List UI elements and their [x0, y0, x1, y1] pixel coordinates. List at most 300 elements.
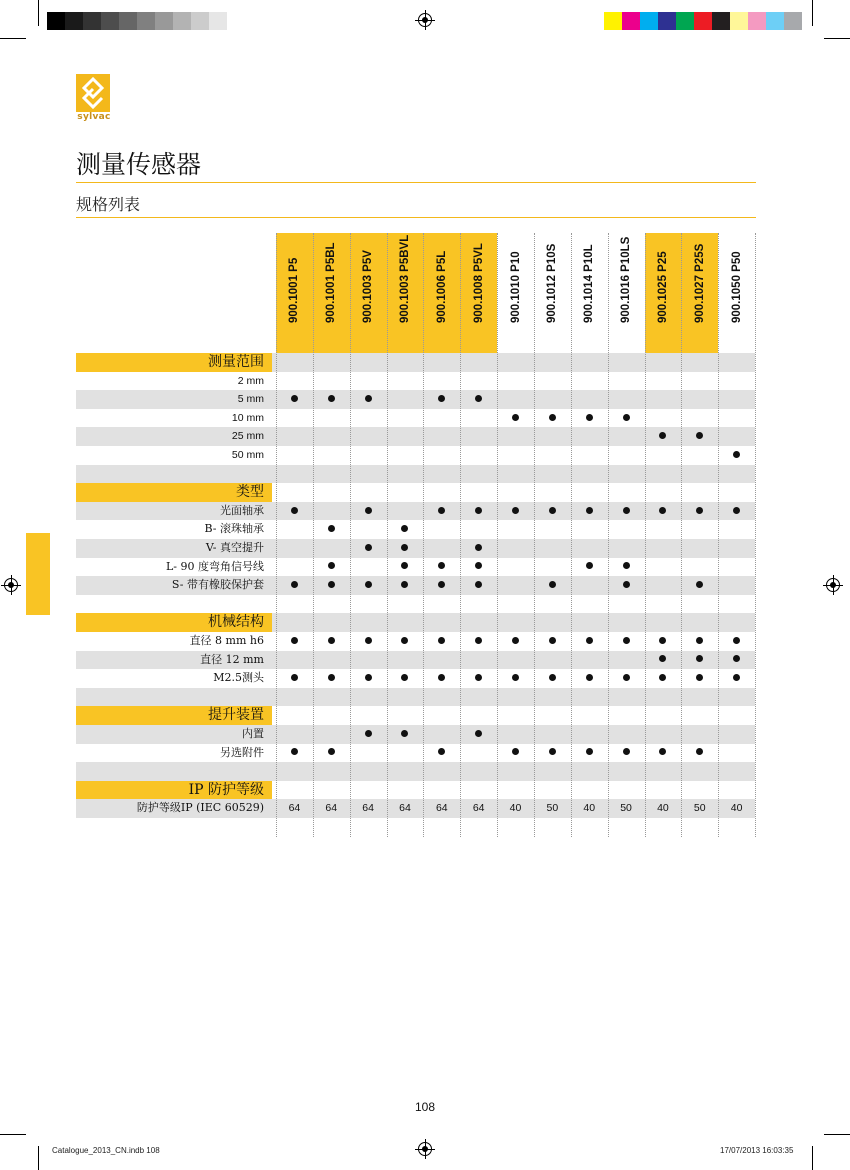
table-cell	[460, 558, 497, 577]
table-cell	[497, 669, 534, 688]
table-cell	[313, 651, 350, 670]
color-swatch	[65, 12, 83, 30]
table-row	[76, 744, 755, 763]
table-cell	[313, 372, 350, 391]
column-header	[350, 233, 387, 353]
table-cell	[645, 446, 682, 465]
table-cell	[645, 372, 682, 391]
table-cell	[387, 427, 424, 446]
table-cell	[608, 669, 645, 688]
subtitle-rule	[76, 217, 756, 218]
bullet-dot-icon	[291, 637, 298, 644]
bullet-dot-icon	[365, 730, 372, 737]
section-label: 类型	[76, 483, 272, 502]
table-cell: 64	[472, 802, 485, 815]
color-swatch	[766, 12, 784, 30]
color-swatch	[191, 12, 209, 30]
table-cell	[645, 632, 682, 651]
bullet-dot-icon	[328, 637, 335, 644]
bullet-dot-icon	[696, 748, 703, 755]
bullet-dot-icon	[401, 544, 408, 551]
column-header	[608, 233, 645, 353]
table-cell	[534, 651, 571, 670]
bullet-dot-icon	[549, 414, 556, 421]
table-cell	[350, 576, 387, 595]
table-row	[76, 669, 755, 688]
table-cell: 50	[693, 802, 706, 815]
bullet-dot-icon	[696, 432, 703, 439]
table-cell	[534, 520, 571, 539]
column-header-label: 900.1008 P5VL	[472, 243, 485, 323]
bullet-dot-icon	[438, 507, 445, 514]
row-label: 内置	[242, 727, 264, 740]
column-divider	[350, 233, 351, 837]
bullet-dot-icon	[586, 748, 593, 755]
table-row	[76, 725, 755, 744]
table-cell	[350, 520, 387, 539]
crop-mark	[812, 0, 813, 26]
color-swatch	[155, 12, 173, 30]
bullet-dot-icon	[365, 395, 372, 402]
table-cell	[460, 539, 497, 558]
table-cell	[608, 744, 645, 763]
table-cell	[608, 427, 645, 446]
row-label: 50 mm	[231, 449, 264, 461]
column-header	[534, 233, 571, 353]
table-cell: 40	[730, 802, 743, 815]
bullet-dot-icon	[659, 655, 666, 662]
column-divider	[571, 233, 572, 837]
bullet-dot-icon	[623, 748, 630, 755]
bullet-dot-icon	[733, 637, 740, 644]
table-cell	[681, 409, 718, 428]
bullet-dot-icon	[659, 507, 666, 514]
table-cell	[313, 446, 350, 465]
bullet-dot-icon	[512, 637, 519, 644]
table-cell	[571, 446, 608, 465]
bullet-dot-icon	[328, 562, 335, 569]
table-cell	[460, 427, 497, 446]
table-cell	[571, 576, 608, 595]
bullet-dot-icon	[475, 562, 482, 569]
table-row	[76, 558, 755, 577]
table-cell: 64	[325, 802, 338, 815]
bullet-dot-icon	[475, 395, 482, 402]
row-label: M2.5测头	[213, 671, 264, 685]
table-cell	[645, 427, 682, 446]
table-cell	[313, 502, 350, 521]
table-cell	[534, 539, 571, 558]
table-cell	[497, 390, 534, 409]
bullet-dot-icon	[549, 507, 556, 514]
table-row	[76, 390, 755, 409]
table-row	[76, 520, 755, 539]
color-swatch	[712, 12, 730, 30]
table-cell	[534, 576, 571, 595]
table-cell	[681, 725, 718, 744]
table-cell	[387, 409, 424, 428]
table-cell	[571, 744, 608, 763]
bullet-dot-icon	[696, 637, 703, 644]
table-cell: 50	[620, 802, 632, 815]
color-swatch	[676, 12, 694, 30]
color-swatch	[119, 12, 137, 30]
page-number: 108	[414, 1100, 436, 1114]
bullet-dot-icon	[549, 581, 556, 588]
registration-mark	[4, 578, 18, 592]
table-cell	[534, 390, 571, 409]
table-cell	[387, 390, 424, 409]
bullet-dot-icon	[291, 581, 298, 588]
section-label: 测量范围	[76, 353, 272, 372]
color-swatch	[604, 12, 622, 30]
crop-mark	[824, 38, 850, 39]
bullet-dot-icon	[549, 674, 556, 681]
table-cell	[387, 558, 424, 577]
table-cell	[276, 372, 313, 391]
table-cell	[534, 558, 571, 577]
table-cell	[718, 539, 755, 558]
table-cell	[387, 632, 424, 651]
bullet-dot-icon	[365, 581, 372, 588]
title-rule	[76, 182, 756, 183]
bullet-dot-icon	[586, 637, 593, 644]
bullet-dot-icon	[512, 748, 519, 755]
bullet-dot-icon	[696, 507, 703, 514]
column-divider	[645, 233, 646, 837]
table-cell	[497, 576, 534, 595]
table-cell	[497, 632, 534, 651]
table-cell	[276, 725, 313, 744]
column-header	[387, 233, 424, 353]
table-cell: 40	[583, 802, 596, 815]
table-cell	[608, 539, 645, 558]
table-row	[76, 595, 755, 614]
table-cell	[460, 725, 497, 744]
column-divider	[534, 233, 535, 837]
bullet-dot-icon	[475, 674, 482, 681]
column-header-label: 900.1001 P5	[288, 257, 301, 323]
table-cell	[534, 372, 571, 391]
registration-mark	[418, 1142, 432, 1156]
column-header-label: 900.1001 P5BL	[325, 242, 338, 323]
bullet-dot-icon	[365, 637, 372, 644]
table-cell	[313, 632, 350, 651]
crop-mark	[812, 1146, 813, 1170]
bullet-dot-icon	[475, 730, 482, 737]
column-divider	[460, 233, 461, 837]
table-cell	[276, 539, 313, 558]
color-swatch	[101, 12, 119, 30]
table-cell	[313, 558, 350, 577]
bullet-dot-icon	[475, 637, 482, 644]
table-cell	[718, 372, 755, 391]
table-cell	[571, 372, 608, 391]
table-cell	[571, 539, 608, 558]
table-cell	[276, 446, 313, 465]
table-cell: 40	[657, 802, 669, 815]
page-title: 测量传感器	[76, 150, 202, 179]
bullet-dot-icon	[733, 451, 740, 458]
color-swatch	[173, 12, 191, 30]
table-cell	[718, 446, 755, 465]
bullet-dot-icon	[733, 655, 740, 662]
bullet-dot-icon	[512, 414, 519, 421]
slug-file: Catalogue_2013_CN.indb 108	[52, 1146, 160, 1155]
bullet-dot-icon	[401, 674, 408, 681]
table-row	[76, 372, 755, 391]
column-divider	[497, 233, 498, 837]
row-label	[76, 688, 272, 707]
table-cell	[645, 669, 682, 688]
table-cell	[313, 576, 350, 595]
table-row	[76, 427, 755, 446]
logo-text: sylvac	[77, 112, 111, 122]
registration-mark	[826, 578, 840, 592]
table-cell	[350, 725, 387, 744]
table-cell	[423, 744, 460, 763]
table-cell	[350, 744, 387, 763]
section-label: 机械结构	[76, 613, 272, 632]
table-cell	[681, 651, 718, 670]
row-label: 直径 8 mm h6	[189, 634, 264, 647]
table-cell	[608, 520, 645, 539]
bullet-dot-icon	[475, 581, 482, 588]
table-cell	[313, 427, 350, 446]
table-cell: 40	[509, 802, 522, 815]
table-cell	[460, 390, 497, 409]
table-cell	[534, 725, 571, 744]
table-cell	[608, 502, 645, 521]
bullet-dot-icon	[623, 507, 630, 514]
table-cell	[387, 502, 424, 521]
table-cell	[460, 409, 497, 428]
column-divider	[313, 233, 314, 837]
table-cell	[608, 446, 645, 465]
table-cell	[423, 558, 460, 577]
table-cell	[313, 409, 350, 428]
table-cell	[497, 446, 534, 465]
column-divider	[755, 233, 756, 837]
bullet-dot-icon	[733, 674, 740, 681]
section-tab	[26, 533, 50, 615]
table-cell	[276, 409, 313, 428]
bullet-dot-icon	[475, 507, 482, 514]
bullet-dot-icon	[475, 544, 482, 551]
table-cell	[681, 372, 718, 391]
table-cell	[571, 427, 608, 446]
table-cell	[350, 502, 387, 521]
table-cell	[497, 651, 534, 670]
table-cell	[645, 651, 682, 670]
table-row	[76, 688, 755, 707]
column-header-label: 900.1012 P10S	[546, 243, 559, 323]
table-cell	[497, 539, 534, 558]
column-header-label: 900.1050 P50	[730, 251, 743, 323]
bullet-dot-icon	[623, 562, 630, 569]
table-cell	[681, 390, 718, 409]
bullet-dot-icon	[401, 730, 408, 737]
table-cell	[645, 390, 682, 409]
table-cell	[681, 427, 718, 446]
table-cell	[313, 669, 350, 688]
table-cell	[423, 427, 460, 446]
table-cell	[350, 409, 387, 428]
table-cell	[534, 409, 571, 428]
bullet-dot-icon	[291, 507, 298, 514]
table-cell	[350, 372, 387, 391]
table-cell	[313, 390, 350, 409]
row-label: 另选附件	[220, 745, 264, 759]
table-cell	[718, 502, 755, 521]
row-label: 光面轴承	[220, 503, 264, 517]
bullet-dot-icon	[401, 637, 408, 644]
process-color-bar	[604, 12, 802, 30]
bullet-dot-icon	[438, 674, 445, 681]
table-cell	[423, 502, 460, 521]
table-cell	[681, 576, 718, 595]
row-label: 10 mm	[231, 411, 264, 424]
table-cell	[460, 744, 497, 763]
color-swatch	[209, 12, 227, 30]
column-header	[423, 233, 460, 353]
table-row	[76, 539, 755, 558]
column-header-label: 900.1010 P10	[509, 251, 522, 323]
table-cell	[460, 502, 497, 521]
row-label	[76, 818, 272, 837]
table-cell	[497, 744, 534, 763]
crop-mark	[38, 1146, 39, 1170]
table-cell	[460, 651, 497, 670]
bullet-dot-icon	[659, 432, 666, 439]
table-cell	[571, 651, 608, 670]
bullet-dot-icon	[401, 581, 408, 588]
bullet-dot-icon	[328, 748, 335, 755]
table-cell	[645, 558, 682, 577]
table-cell	[276, 427, 313, 446]
section-row	[76, 706, 755, 725]
table-cell	[423, 576, 460, 595]
row-label: S- 带有橡胶保护套	[171, 578, 264, 592]
table-cell	[497, 502, 534, 521]
bullet-dot-icon	[328, 581, 335, 588]
table-cell	[276, 502, 313, 521]
column-header-label: 900.1025 P25	[656, 251, 669, 323]
column-header	[681, 233, 718, 353]
color-swatch	[83, 12, 101, 30]
table-cell	[460, 669, 497, 688]
table-cell	[387, 520, 424, 539]
table-cell	[645, 520, 682, 539]
column-header	[571, 233, 608, 353]
table-cell	[350, 446, 387, 465]
bullet-dot-icon	[438, 637, 445, 644]
table-row	[76, 762, 755, 781]
crop-mark	[0, 1134, 26, 1135]
table-cell	[645, 502, 682, 521]
table-cell	[608, 558, 645, 577]
table-cell	[681, 669, 718, 688]
bullet-dot-icon	[365, 674, 372, 681]
table-cell	[423, 669, 460, 688]
table-cell	[313, 539, 350, 558]
table-cell	[276, 576, 313, 595]
row-label: 2 mm	[237, 374, 264, 387]
bullet-dot-icon	[291, 748, 298, 755]
column-header-label: 900.1003 P5V	[362, 250, 375, 323]
row-label	[76, 595, 272, 614]
section-label: 提升装置	[76, 706, 272, 725]
row-label: L- 90 度弯角信号线	[165, 559, 264, 573]
color-swatch	[694, 12, 712, 30]
table-cell: 64	[362, 802, 374, 815]
bullet-dot-icon	[401, 525, 408, 532]
bullet-dot-icon	[512, 507, 519, 514]
crop-mark	[824, 1134, 850, 1135]
color-swatch	[622, 12, 640, 30]
table-cell	[608, 372, 645, 391]
bullet-dot-icon	[696, 581, 703, 588]
bullet-dot-icon	[291, 674, 298, 681]
bullet-dot-icon	[438, 581, 445, 588]
color-swatch	[137, 12, 155, 30]
table-cell	[423, 409, 460, 428]
table-cell	[423, 632, 460, 651]
bullet-dot-icon	[586, 414, 593, 421]
table-cell	[608, 576, 645, 595]
row-label: 直径 12 mm	[200, 652, 264, 666]
table-cell	[423, 651, 460, 670]
table-cell	[718, 744, 755, 763]
column-header	[460, 233, 497, 353]
table-cell	[608, 725, 645, 744]
table-cell	[497, 520, 534, 539]
bullet-dot-icon	[328, 674, 335, 681]
table-row	[76, 818, 755, 837]
bullet-dot-icon	[623, 674, 630, 681]
bullet-dot-icon	[623, 414, 630, 421]
section-row	[76, 483, 755, 502]
table-cell	[387, 651, 424, 670]
section-row	[76, 613, 755, 632]
table-cell	[718, 651, 755, 670]
table-cell	[497, 558, 534, 577]
table-cell	[387, 744, 424, 763]
table-cell	[350, 390, 387, 409]
bullet-dot-icon	[623, 637, 630, 644]
slug-stamp: 17/07/2013 16:03:35	[720, 1146, 794, 1155]
table-cell	[571, 558, 608, 577]
table-cell	[276, 651, 313, 670]
row-label	[76, 465, 272, 484]
table-cell	[718, 632, 755, 651]
table-cell	[718, 427, 755, 446]
color-swatch	[640, 12, 658, 30]
table-cell	[350, 558, 387, 577]
table-cell	[681, 502, 718, 521]
table-cell	[571, 725, 608, 744]
table-cell	[608, 632, 645, 651]
column-header	[276, 233, 313, 353]
section-label: IP 防护等级	[76, 781, 272, 800]
table-cell	[497, 409, 534, 428]
table-cell	[350, 651, 387, 670]
table-cell	[387, 576, 424, 595]
table-cell	[313, 744, 350, 763]
table-cell: 50	[546, 802, 559, 815]
column-header-label: 900.1003 P5BVL	[398, 234, 411, 323]
bullet-dot-icon	[586, 507, 593, 514]
